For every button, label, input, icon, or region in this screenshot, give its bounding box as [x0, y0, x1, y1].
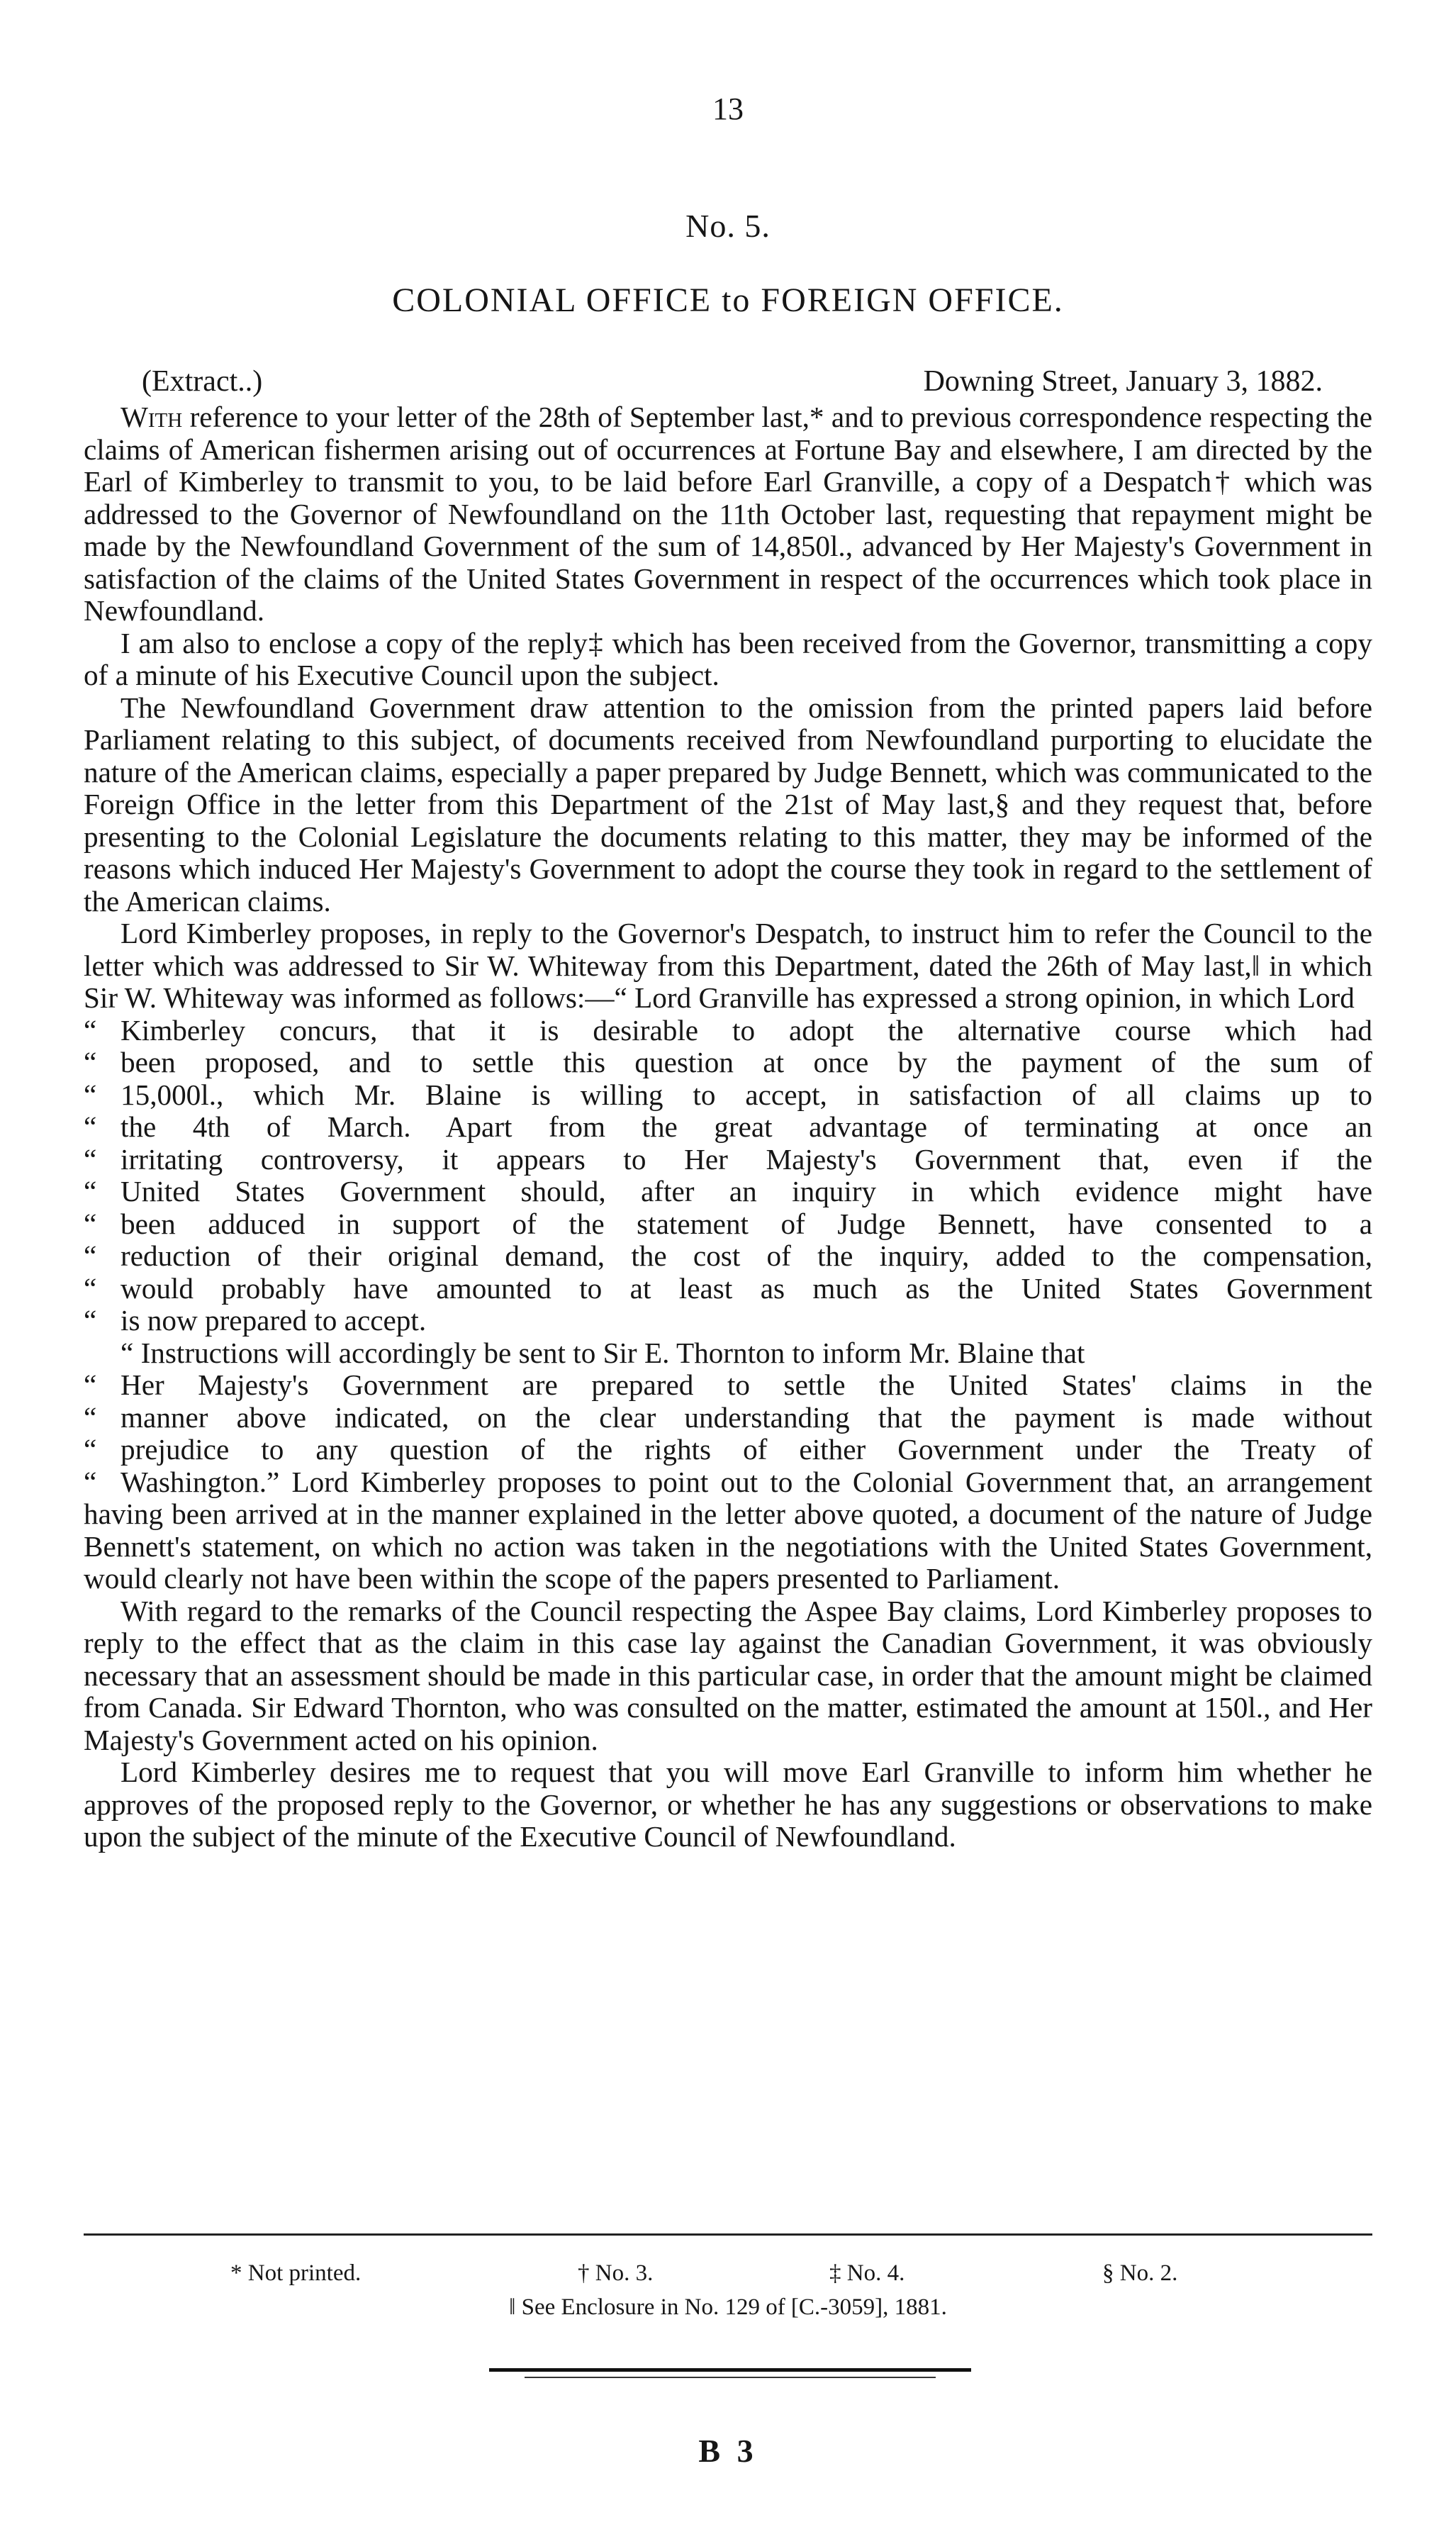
quote-line	[84, 1015, 1372, 1047]
footnote-not-printed: * Not printed.	[230, 2260, 362, 2286]
paragraph-4	[84, 917, 1372, 1015]
closing-rule	[489, 2368, 971, 2372]
quote-line	[84, 1240, 1372, 1273]
quote-line	[84, 1402, 1372, 1434]
footnote-no-3: † No. 3.	[578, 2260, 654, 2286]
quote-mark: “	[84, 1207, 97, 1240]
quote-line-text: been proposed, and to settle this question at once by the payment of the sum of	[121, 1046, 1372, 1078]
paragraph-2: I am also to enclose a copy of the reply‡ which has been received from the Governor, transmitting a copy of a minute of his Executive Council upon the subject.	[84, 626, 1372, 691]
quote-line-text: been adduced in support of the statement of Judge Bennett, have consented to a	[121, 1207, 1372, 1240]
paragraph-5-washington: Washington.”	[121, 1465, 280, 1498]
quote-first-line: “ Lord Granville has expressed a strong opinion, in which Lord	[614, 981, 1355, 1014]
paragraph-5-first-line: “ Instructions will accordingly be sent to Sir E. Thornton to inform Mr. Blaine that	[121, 1336, 1085, 1369]
quote-line	[84, 1273, 1372, 1305]
quote-mark: “	[84, 1046, 97, 1078]
quote-line-text: prejudice to any question of the rights of either Government under the Treaty of	[121, 1433, 1372, 1466]
quote-line	[84, 1079, 1372, 1112]
closing-rule-thin	[525, 2377, 936, 2378]
quote-line-text: Kimberley concurs, that it is desirable to adopt the alternative course which had	[121, 1013, 1372, 1047]
footnote-rule	[84, 2233, 1372, 2236]
paragraph-1-text: reference to your letter of the 28th of September last,* and to previous correspondence respecting the claims of American fishermen arising out of occurrences at Fortune Bay and elsewhere, I am directed by the Earl of Kimberley to transmit to you, to be laid before Earl Granville, a copy of a Despatch† which was addressed to the Governor of Newfoundland on the 11th October last, requesting that repayment might be made by the Newfoundland Government of the sum of 14,850l., advanced by Her Majesty's Government in satisfaction of the claims of the United States Government in respect of the occurrences which took place in Newfoundland.	[84, 401, 1372, 627]
document-number: No. 5.	[685, 208, 771, 244]
quote-mark: “	[84, 1078, 97, 1111]
paragraph-1-opening: With	[121, 401, 183, 433]
quote-line-text: 15,000l., which Mr. Blaine is willing to accept, in satisfaction of all claims up to	[121, 1078, 1372, 1111]
quote-line-text: Her Majesty's Government are prepared to settle the United States' claims in the	[121, 1368, 1372, 1401]
quote-mark: “	[84, 1239, 97, 1272]
quote-line	[84, 1434, 1372, 1466]
quote-line	[84, 1144, 1372, 1176]
quote-mark: “	[84, 1271, 97, 1305]
quote-line	[84, 1111, 1372, 1144]
paragraph-3: The Newfoundland Government draw attention to the omission from the printed papers laid before Parliament relating to this subject, of documents received from Newfoundland purporting to elucidate the nature of the American claims, especially a paper prepared by Judge Bennett, which was communicated to the Foreign Office in the letter from this Department of the 21st of May last,§ and they request that, before presenting to the Colonial Legislature the documents relating to this matter, they may be informed of the reasons which induced Her Majesty's Government to adopt the course they took in regard to the settlement of the American claims.	[84, 691, 1372, 917]
quote-line	[84, 1047, 1372, 1079]
quote-mark: “	[84, 1400, 97, 1434]
quote-line-text: United States Government should, after an inquiry in which evidence might have	[121, 1175, 1372, 1207]
quote-mark: “	[84, 1465, 97, 1498]
document-heading: COLONIAL OFFICE to FOREIGN OFFICE.	[392, 281, 1064, 319]
footnote-enclosure: ‖ See Enclosure in No. 129 of [C.-3059], 1881.	[509, 2294, 947, 2320]
extract-label: (Extract..)	[142, 365, 263, 398]
page-number: 13	[712, 91, 744, 126]
footnote-no-2: § No. 2.	[1102, 2260, 1178, 2286]
paragraph-5-continuation	[84, 1466, 1372, 1595]
quote-line-text: manner above indicated, on the clear understanding that the payment is made without	[121, 1400, 1372, 1434]
quote-mark: “	[84, 1433, 97, 1466]
quote-line	[84, 1208, 1372, 1241]
letter-body	[84, 401, 1372, 1853]
quote-line-text: the 4th of March. Apart from the great advantage of terminating at once an	[121, 1110, 1372, 1143]
quote-mark: “	[84, 1110, 97, 1143]
quoted-instructions	[84, 1369, 1372, 1466]
quote-line-text: would probably have amounted to at least as much as the United States Government	[121, 1271, 1372, 1305]
signature-mark: B 3	[698, 2433, 758, 2469]
quote-line	[84, 1176, 1372, 1208]
paragraph-7: Lord Kimberley desires me to request that you will move Earl Granville to inform him whether he approves of the proposed reply to the Governor, or whether he has any suggestions or observations to make upon the subject of the minute of the Executive Council of Newfoundland.	[84, 1756, 1372, 1853]
paragraph-1	[84, 401, 1372, 627]
quote-line	[84, 1369, 1372, 1402]
paragraph-6: With regard to the remarks of the Council respecting the Aspee Bay claims, Lord Kimberley proposes to reply to the effect that as the claim in this case lay against the Canadian Government, it was obviously necessary that an assessment should be made in this particular case, in order that the amount might be claimed from Canada. Sir Edward Thornton, who was consulted on the matter, estimated the amount at 150l., and Her Majesty's Government acted on his opinion.	[84, 1594, 1372, 1756]
quote-line	[84, 1305, 1372, 1337]
quote-mark: “	[84, 1175, 97, 1207]
quote-mark: “	[84, 1142, 97, 1176]
footnote-no-4: ‡ No. 4.	[829, 2260, 905, 2286]
quote-mark: “	[84, 1304, 97, 1337]
quote-line-text: is now prepared to accept.	[121, 1304, 427, 1337]
quote-mark: “	[84, 1368, 97, 1401]
paragraph-5-text: Lord Kimberley proposes to point out to the Colonial Government that, an arrangement having been arrived at in the manner explained in the letter above quoted, a document of the nature of Judge Bennett's statement, on which no action was taken in the negotiations with the United States Government, would clearly not have been within the scope of the papers presented to Parliament.	[84, 1465, 1372, 1595]
quote-line-text: reduction of their original demand, the cost of the inquiry, added to the compensation,	[121, 1239, 1372, 1272]
quote-mark: “	[84, 1013, 97, 1047]
dateline: Downing Street, January 3, 1882.	[923, 365, 1323, 398]
quoted-letter	[84, 1015, 1372, 1337]
quote-line-text: irritating controversy, it appears to Her Majesty's Government that, even if the	[121, 1142, 1372, 1176]
paragraph-4-text: Lord Kimberley proposes, in reply to the Governor's Despatch, to instruct him to refer the Council to the letter which was addressed to Sir W. Whiteway from this Department, dated the 26th of May last,‖ in which Sir W. Whiteway was informed as follows:—	[84, 917, 1372, 1014]
